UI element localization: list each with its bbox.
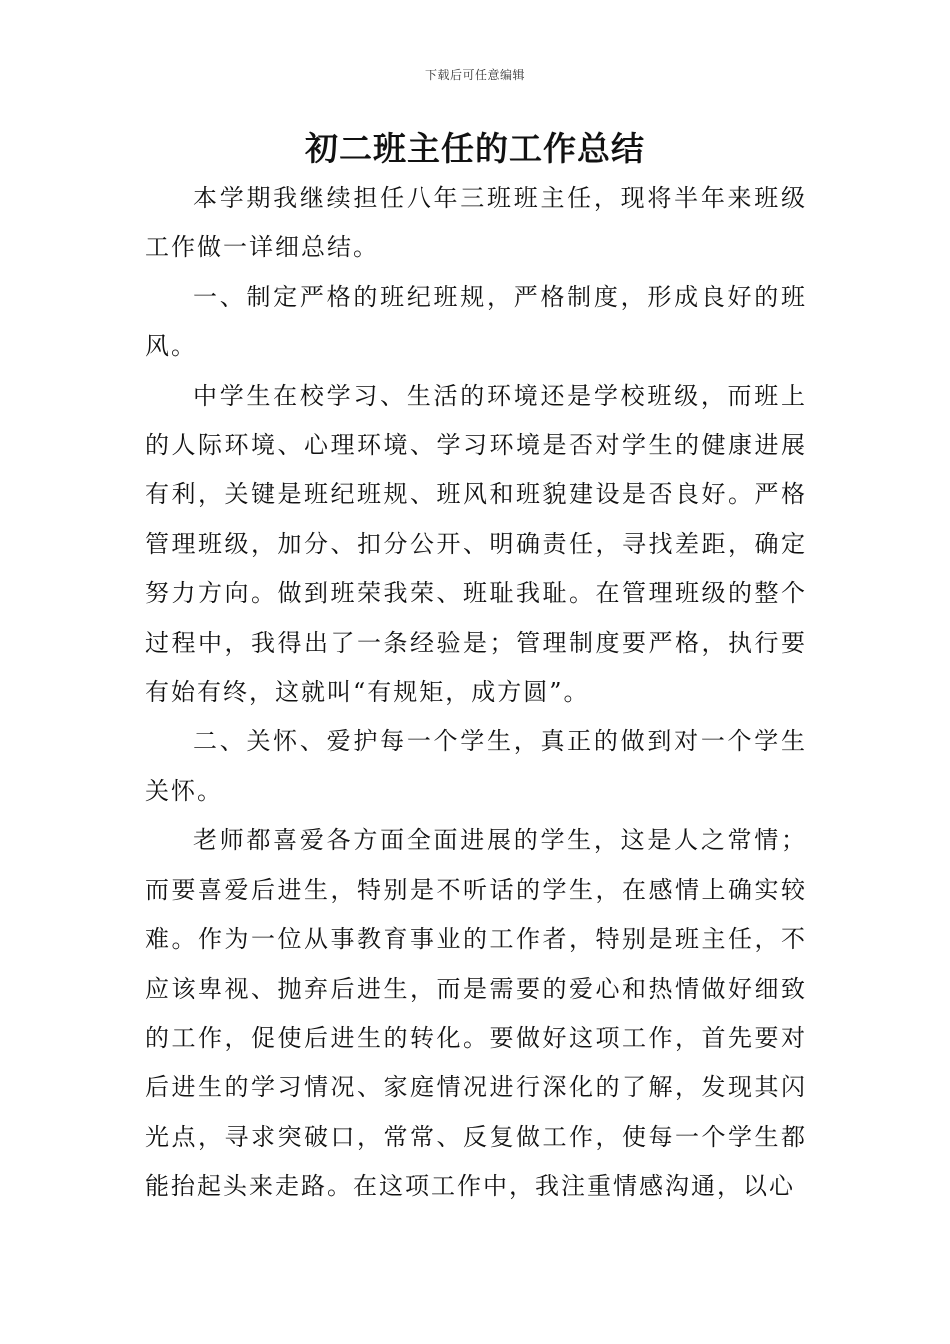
paragraph-intro: 本学期我继续担任八年三班班主任，现将半年来班级工作做一详细总结。 xyxy=(145,184,807,262)
paragraph-section-2: 老师都喜爱各方面全面进展的学生，这是人之常情；而要喜爱后进生，特别是不听话的学生，在感情上确实较难。作为一位从事教育事业的工作者，特别是班主任，不应该卑视、抛弃后进生，而是需要的爱心和热情做好细致的工作，促使后进生的转化。要做好这项工作，首先要对后进生的学习情况、家庭情况进行深化的了解，发现其闪光点，寻求突破口，常常、反复做工作，使每一个学生都能抬起头来走路。在这项工作中，我注重情感沟通，以心 xyxy=(145,826,807,1201)
paragraph-heading-1: 一、制定严格的班纪班规，严格制度，形成良好的班风。 xyxy=(145,282,807,361)
paragraph-section-1: 中学生在校学习、生活的环境还是学校班级，而班上的人际环境、心理环境、学习环境是否对学生的健康进展有利，关键是班纪班规、班风和班貌建设是否良好。严格管理班级，加分、扣分公开、明确责任，寻找差距，确定努力方向。做到班荣我荣、班耻我耻。在管理班级的整个过程中，我得出了一条经验是；管理制度要严格，执行要有始有终，这就叫“有规矩，成方圆”。 xyxy=(145,381,807,707)
document-body xyxy=(145,174,807,1212)
header-note: 下载后可任意编辑 xyxy=(424,68,525,82)
paragraph-heading-2: 二、关怀、爱护每一个学生，真正的做到对一个学生关怀。 xyxy=(145,727,807,805)
document-title: 初二班主任的工作总结 xyxy=(305,129,645,168)
